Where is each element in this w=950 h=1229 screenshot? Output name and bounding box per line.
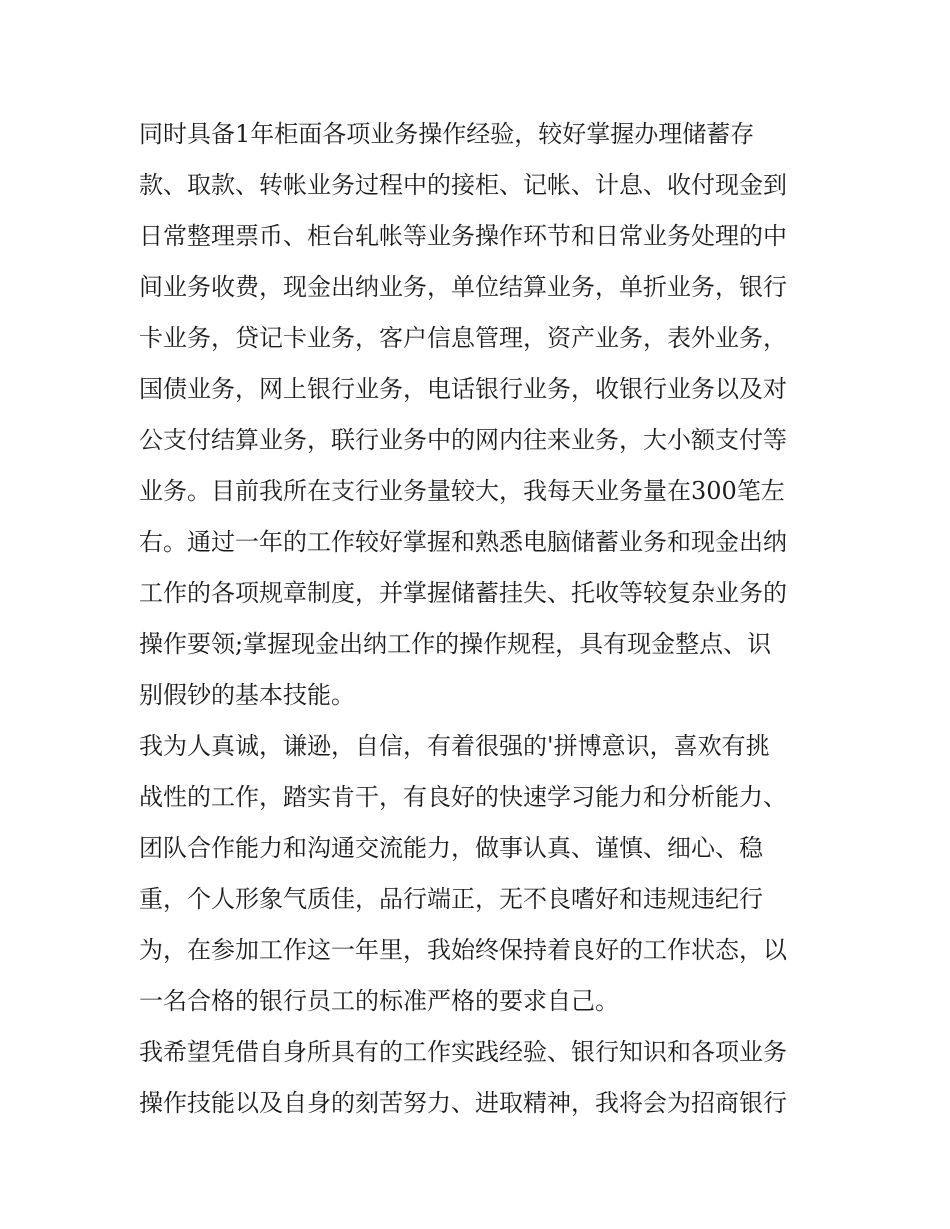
text-line: 业务。目前我所在支行业务量较大，我每天业务量在300笔左	[139, 477, 785, 505]
paragraph-aspiration	[139, 1027, 819, 1129]
text-line: 间业务收费，现金出纳业务，单位结算业务，单折业务，银行	[139, 273, 787, 301]
text-line: 团队合作能力和沟通交流能力，做事认真、谨慎、细心、稳	[139, 834, 763, 862]
text-line: 公支付结算业务，联行业务中的网内往来业务，大小额支付等	[139, 426, 787, 454]
document-body	[139, 109, 819, 1129]
text-line: 工作的各项规章制度，并掌握储蓄挂失、托收等较复杂业务的	[139, 579, 787, 607]
text-line: 日常整理票币、柜台轧帐等业务操作环节和日常业务处理的中	[139, 222, 787, 250]
text-line: 款、取款、转帐业务过程中的接柜、记帐、计息、收付现金到	[139, 171, 787, 199]
text-line: 同时具备1年柜面各项业务操作经验，较好掌握办理储蓄存	[139, 120, 755, 148]
text-line: 国债业务，网上银行业务，电话银行业务，收银行业务以及对	[139, 375, 787, 403]
text-line: 操作技能以及自身的刻苦努力、进取精神，我将会为招商银行	[139, 1089, 787, 1117]
text-line: 重，个人形象气质佳，品行端正，无不良嗜好和违规违纪行	[139, 885, 763, 913]
text-line: 为，在参加工作这一年里，我始终保持着良好的工作状态，以	[139, 936, 787, 964]
text-line: 卡业务，贷记卡业务，客户信息管理，资产业务，表外业务，	[139, 324, 787, 352]
paragraph-personality	[139, 721, 819, 1027]
text-line: 我希望凭借自身所具有的工作实践经验、银行知识和各项业务	[139, 1038, 787, 1066]
text-line: 我为人真诚，谦逊，自信，有着很强的'拼博意识，喜欢有挑	[139, 732, 770, 760]
text-line: 别假钞的基本技能。	[139, 681, 355, 709]
text-line: 右。通过一年的工作较好掌握和熟悉电脑储蓄业务和现金出纳	[139, 528, 787, 556]
text-line: 操作要领;掌握现金出纳工作的操作规程，具有现金整点、识	[139, 630, 772, 658]
text-line: 战性的工作，踏实肯干，有良好的快速学习能力和分析能力、	[139, 783, 787, 811]
paragraph-experience	[139, 109, 819, 721]
text-line: 一名合格的银行员工的标准严格的要求自己。	[139, 987, 619, 1015]
